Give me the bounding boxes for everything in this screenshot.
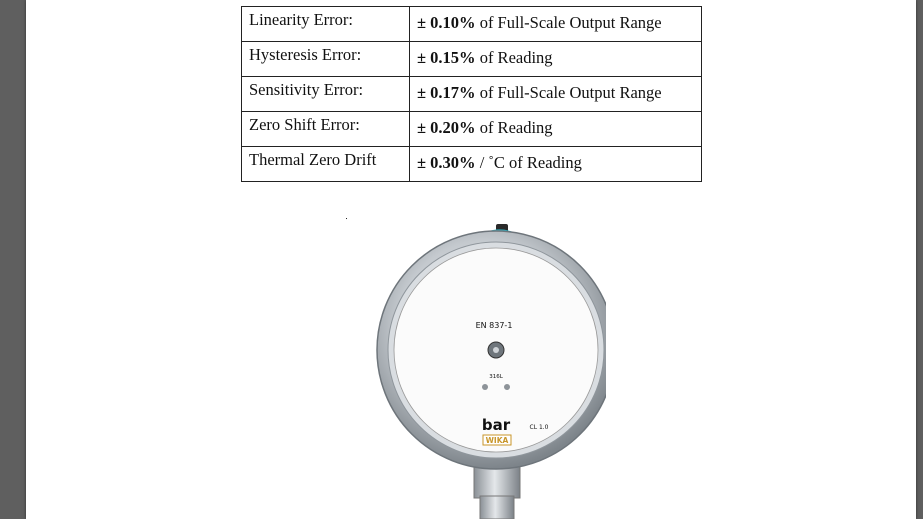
accuracy-class-text: CL 1.0 [529, 424, 549, 431]
value-cell [410, 7, 702, 42]
value-bold: ± 0.15% [417, 48, 476, 67]
pressure-gauge-image [346, 218, 606, 519]
value-cell [410, 112, 702, 147]
param-cell: Sensitivity Error: [242, 77, 410, 112]
table-row [242, 112, 702, 147]
value-cell [410, 77, 702, 112]
value-bold: ± 0.20% [417, 118, 476, 137]
value-cell [410, 42, 702, 77]
value-text: of Full-Scale Output Range [475, 83, 662, 102]
value-text: of Reading [475, 118, 553, 137]
value-bold: ± 0.10% [417, 13, 476, 32]
pressure-gauge-svg [346, 218, 606, 519]
table-row [242, 7, 702, 42]
value-text: of Reading [475, 48, 553, 67]
value-bold: ± 0.17% [417, 83, 476, 102]
param-cell: Hysteresis Error: [242, 42, 410, 77]
unit-text: bar [481, 416, 511, 434]
material-text: 316L [489, 374, 503, 380]
param-cell: Linearity Error: [242, 7, 410, 42]
table-row [242, 147, 702, 182]
param-cell: Thermal Zero Drift [242, 147, 410, 182]
brand-text: WIKA [485, 436, 509, 445]
spec-table [241, 6, 702, 182]
brand-logo [483, 435, 511, 445]
table-row [242, 77, 702, 112]
value-bold: ± 0.30% [417, 153, 476, 172]
table-row [242, 42, 702, 77]
document-page [26, 0, 916, 519]
value-cell [410, 147, 702, 182]
value-text: / ˚C of Reading [475, 153, 582, 172]
param-cell: Zero Shift Error: [242, 112, 410, 147]
value-text: of Full-Scale Output Range [475, 13, 662, 32]
standard-text: EN 837-1 [475, 321, 513, 330]
